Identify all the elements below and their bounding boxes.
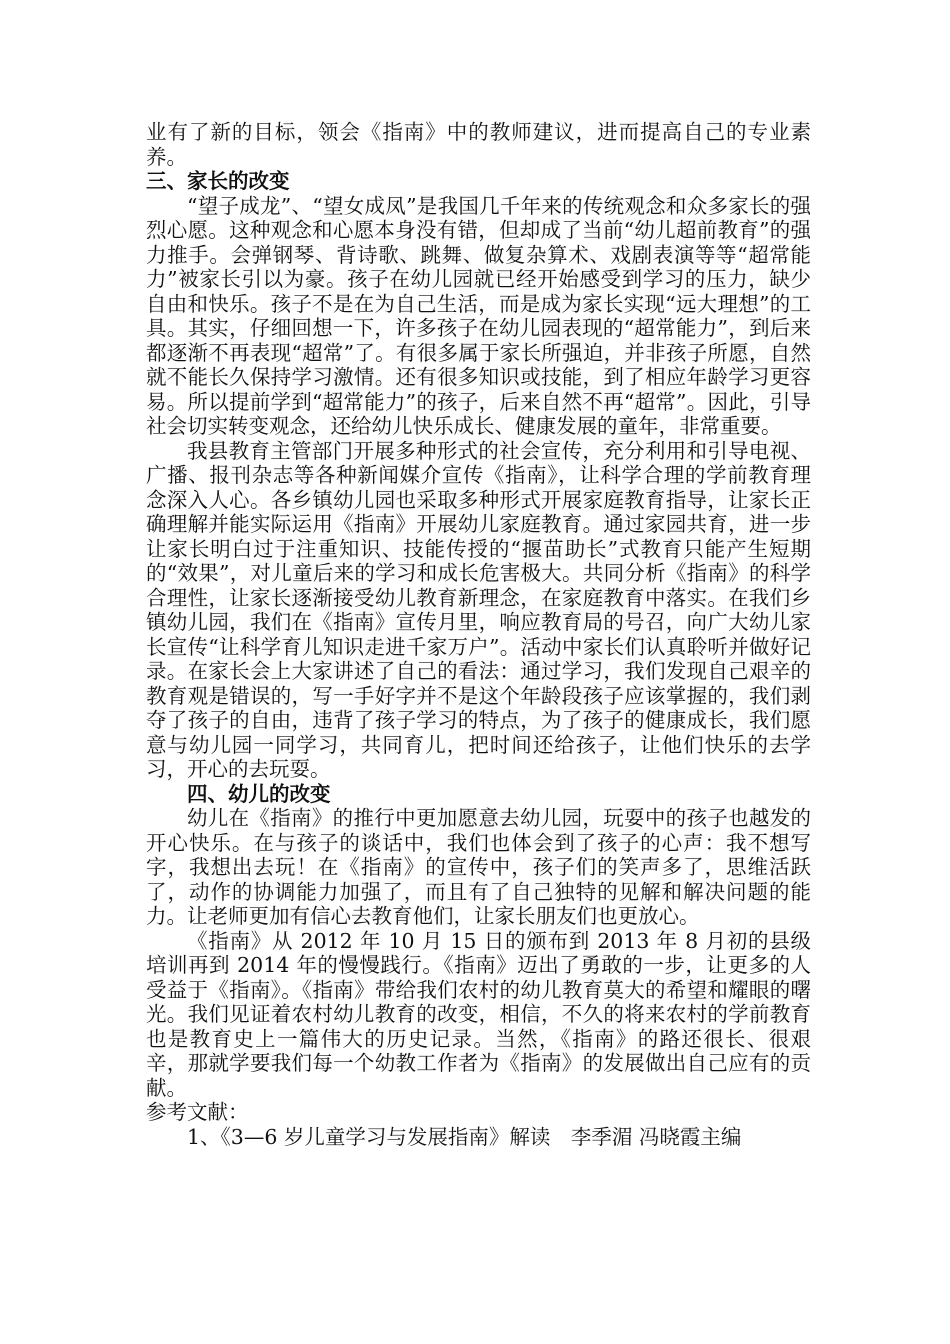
reference-item-1: 1、《3—6 岁儿童学习与发展指南》解读 李季湄 冯晓霞主编 [187, 1124, 742, 1149]
section-heading-children: 四、幼儿的改变 [187, 781, 331, 806]
document-page [146, 120, 811, 1149]
children-paragraph-2: 《指南》从 2012 年 10 月 15 日的颁布到 2013 年 8 月初的县级培训再到 2014 年的慢慢践行。《指南》迈出了勇敢的一步，让更多的人受益于《指南》。《指南》带给我们农村的幼儿教育莫大的希望和耀眼的曙光。我们见证着农村幼儿教育的改变，相信，不久的将来农村的学前教育也是教育史上一篇伟大的历史记录。当然，《指南》的路还很长、很艰辛，那就学要我们每一个幼教工作者为《指南》的发展做出自己应有的贡献。 [146, 928, 811, 1100]
children-paragraph-1: 幼儿在《指南》的推行中更加愿意去幼儿园，玩耍中的孩子也越发的开心快乐。在与孩子的谈话中，我们也体会到了孩子的心声：我不想写字，我想出去玩！在《指南》的宣传中，孩子们的笑声多了，思维活跃了，动作的协调能力加强了，而且有了自己独特的见解和解决问题的能力。让老师更加有信心去教育他们，让家长朋友们也更放心。 [146, 806, 811, 928]
references-label: 参考文献： [146, 1100, 249, 1124]
continuation-paragraph: 业有了新的目标，领会《指南》中的教师建议，进而提高自己的专业素养。 [146, 120, 811, 169]
section-heading-parents: 三、家长的改变 [146, 169, 290, 193]
parents-paragraph-1: “望子成龙”、“望女成凤”是我国几千年来的传统观念和众多家长的强烈心愿。这种观念和心愿本身没有错，但却成了当前“幼儿超前教育”的强力推手。会弹钢琴、背诗歌、跳舞、做复杂算术、戏剧表演等等“超常能力”被家长引以为豪。孩子在幼儿园就已经开始感受到学习的压力，缺少自由和快乐。孩子不是在为自己生活，而是成为家长实现“远大理想”的工具。其实，仔细回想一下，许多孩子在幼儿园表现的“超常能力”，到后来都逐渐不再表现“超常”了。有很多属于家长所强迫，并非孩子所愿，自然就不能长久保持学习激情。还有很多知识或技能，到了相应年龄学习更容易。所以提前学到“超常能力”的孩子，后来自然不再“超常”。因此，引导社会切实转变观念，还给幼儿快乐成长、健康发展的童年，非常重要。 [146, 193, 811, 438]
parents-paragraph-2: 我县教育主管部门开展多种形式的社会宣传，充分利用和引导电视、广播、报刊杂志等各种新闻媒介宣传《指南》，让科学合理的学前教育理念深入人心。各乡镇幼儿园也采取多种形式开展家庭教育指导，让家长正确理解并能实际运用《指南》开展幼儿家庭教育。通过家园共育，进一步让家长明白过于注重知识、技能传授的“揠苗助长”式教育只能产生短期的“效果”，对儿童后来的学习和成长危害极大。共同分析《指南》的科学合理性，让家长逐渐接受幼儿教育新理念，在家庭教育中落实。在我们乡镇幼儿园，我们在《指南》宣传月里，响应教育局的号召，向广大幼儿家长宣传“让科学育儿知识走进千家万户”。活动中家长们认真聆听并做好记录。在家长会上大家讲述了自己的看法：通过学习，我们发现自己艰辛的教育观是错误的，写一手好字并不是这个年龄段孩子应该掌握的，我们剥夺了孩子的自由，违背了孩子学习的特点，为了孩子的健康成长，我们愿意与幼儿园一同学习，共同育儿，把时间还给孩子，让他们快乐的去学习，开心的去玩耍。 [146, 438, 811, 781]
